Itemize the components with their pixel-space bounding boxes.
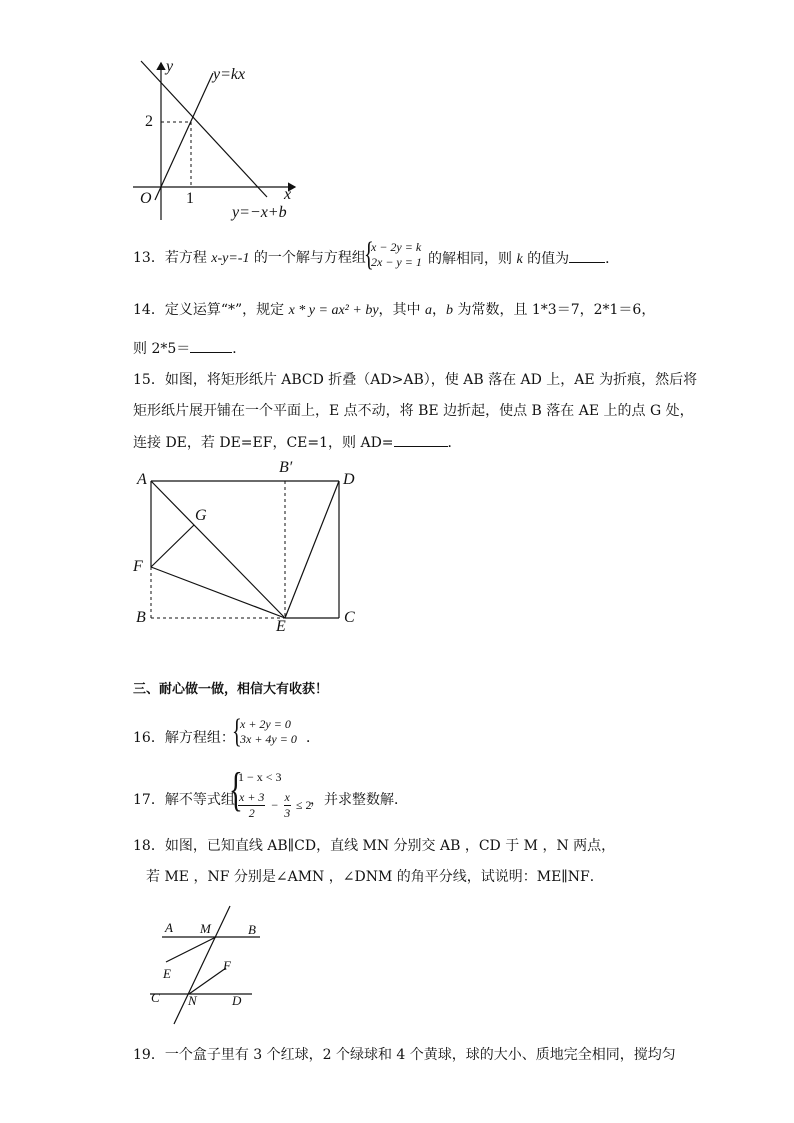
question-16: 16．解方程组： xyxy=(133,730,235,746)
label-M: M xyxy=(200,921,211,936)
question-18-line2: 若 ME ，NF 分别是∠AMN ，∠DNM 的角平分线，试说明：ME∥NF． xyxy=(146,869,604,885)
q13-equation: x-y=-1 xyxy=(211,251,250,266)
label-A: A xyxy=(165,920,173,935)
question-13-tail: 的解相同，则 k 的值为 ． xyxy=(428,248,619,270)
q17-suffix: ，并求整数解． xyxy=(310,792,408,808)
line-neg-x-b-label: y=−x+b xyxy=(232,204,287,221)
label-D: D xyxy=(232,993,242,1008)
x-axis-label: x xyxy=(284,186,292,203)
point-F: F xyxy=(133,558,143,575)
q16-system: x + 2y = 0 3x + 4y = 0 xyxy=(240,717,297,746)
point-A: A xyxy=(137,471,147,488)
question-15-line1: 15．如图，将矩形纸片 ABCD 折叠（AD>AB），使 AB 落在 AD 上，AE 为折痕，然后将 xyxy=(133,372,698,388)
question-17: 17．解不等式组 xyxy=(133,792,235,808)
origin-label: O xyxy=(140,190,152,207)
y-axis-label: y xyxy=(166,58,174,75)
q17-brace: { xyxy=(229,763,243,816)
question-19-line1: 19．一个盒子里有 3 个红球，2 个绿球和 4 个黄球，球的大小、质地完全相同，搅均匀 xyxy=(133,1047,676,1063)
point-G: G xyxy=(195,507,207,524)
question-14-line1: 14．定义运算“*”，规定 x * y = ax² + by，其中 a，b 为常数，且 1*3＝7，2*1＝6， xyxy=(133,302,656,318)
q16-brace: { xyxy=(232,713,242,750)
q14-formula: x * y = ax² + by xyxy=(288,303,379,318)
rectangle-fold-diagram xyxy=(140,470,360,630)
q16-end: ． xyxy=(306,730,320,746)
q13-system: x − 2y = k 2x − y = 1 xyxy=(371,240,422,269)
point-B-prime: B′ xyxy=(279,459,293,476)
question-15-line3: 连接 DE，若 DE=EF，CE=1，则 AD= ． xyxy=(133,432,462,453)
question-14-line2: 则 2*5＝ ． xyxy=(133,338,246,359)
q15-answer-blank[interactable] xyxy=(394,432,448,447)
line-kx-label: y=kx xyxy=(213,66,246,83)
q17-ineq1: 1 − x < 3 xyxy=(238,770,282,784)
q17-system xyxy=(238,770,282,785)
question-18-line1: 18．如图，已知直线 AB∥CD，直线 MN 分别交 AB ，CD 于 M ，N 两点， xyxy=(133,838,616,854)
tick-label-x: 1 xyxy=(186,190,194,207)
point-C: C xyxy=(344,609,355,626)
q13-brace: { xyxy=(364,236,374,273)
line-y-kx xyxy=(155,73,213,200)
label-E: E xyxy=(163,966,171,981)
question-13: 13．若方程 x-y=-1 的一个解与方程组 xyxy=(133,250,366,266)
label-C: C xyxy=(151,990,160,1005)
q14-answer-blank[interactable] xyxy=(190,338,232,353)
line-y-neg-x-b xyxy=(141,61,267,197)
tick-label-y: 2 xyxy=(145,113,153,130)
point-D: D xyxy=(343,471,355,488)
label-B: B xyxy=(248,922,256,937)
section-3-heading: 三、耐心做一做，相信大有收获！ xyxy=(133,682,329,697)
question-15-line2: 矩形纸片展开铺在一个平面上，E 点不动，将 BE 边折起，使点 B 落在 AE 上的点 G 处， xyxy=(133,403,694,419)
point-B: B xyxy=(136,609,146,626)
label-N: N xyxy=(188,993,197,1008)
q13-answer-blank[interactable] xyxy=(569,248,605,263)
point-E: E xyxy=(276,618,286,635)
q17-ineq2: $\frac{x + 3}{2}$ − $\frac{x}{3}$ ≤ 2 xyxy=(239,790,312,820)
label-F: F xyxy=(223,958,231,973)
